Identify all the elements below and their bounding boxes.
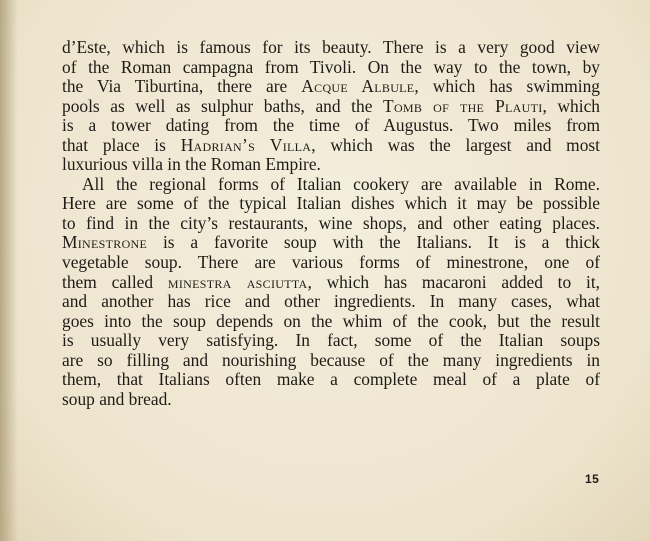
text-line: soup and bread. xyxy=(62,388,172,409)
place-name-hadrians-villa: Hadrian’s Villa xyxy=(180,134,312,155)
text-line: and another has rice and other ingredients. In many cases, what xyxy=(62,291,600,312)
place-name-tomb-of-the-plauti: Tomb of the Plauti xyxy=(383,95,543,116)
text-line: Minestrone is a favorite soup with the Italians. It is a thick xyxy=(62,232,600,253)
text-line: them, that Italians often make a complete meal of a plate of xyxy=(62,369,600,390)
text-line: All the regional forms of Italian cookery are available in Rome. xyxy=(82,173,600,194)
text-line: that place is Hadrian’s Villa, which was the largest and most xyxy=(62,134,601,155)
text-line: luxurious villa in the Roman Empire. xyxy=(62,154,321,175)
body-text xyxy=(62,38,600,409)
text-line: the Via Tiburtina, there are Acque Albule, which has swimming xyxy=(62,76,600,97)
text-line: them called minestra asciutta, which has macaroni added to it, xyxy=(62,271,601,292)
text-line: goes into the soup depends on the whim of the cook, but the result xyxy=(62,310,600,331)
text-line: are so filling and nourishing because of the many ingredients in xyxy=(62,349,600,370)
text-line: is a tower dating from the time of Augustus. Two miles from xyxy=(62,115,600,136)
text-line: pools as well as sulphur baths, and the Tomb of the Plauti, which xyxy=(62,95,601,116)
text-line: of the Roman campagna from Tivoli. On the way to the town, by xyxy=(62,56,600,77)
dish-name-minestra-asciutta: minestra asciutta xyxy=(167,271,308,292)
text-line: to find in the city’s restaurants, wine shops, and other eating places. xyxy=(62,212,600,233)
text-line: Here are some of the typical Italian dishes which it may be possible xyxy=(62,193,600,214)
place-name-acque-albule: Acque Albule xyxy=(301,76,415,97)
text-line: vegetable soup. There are various forms of minestrone, one of xyxy=(62,252,600,273)
dish-name-minestrone: Minestrone xyxy=(62,232,148,253)
text-line: is usually very satisfying. In fact, some of the Italian soups xyxy=(62,330,600,351)
text-line: d’Este, which is famous for its beauty. There is a very good view xyxy=(62,37,600,57)
page-number: 15 xyxy=(585,472,600,486)
